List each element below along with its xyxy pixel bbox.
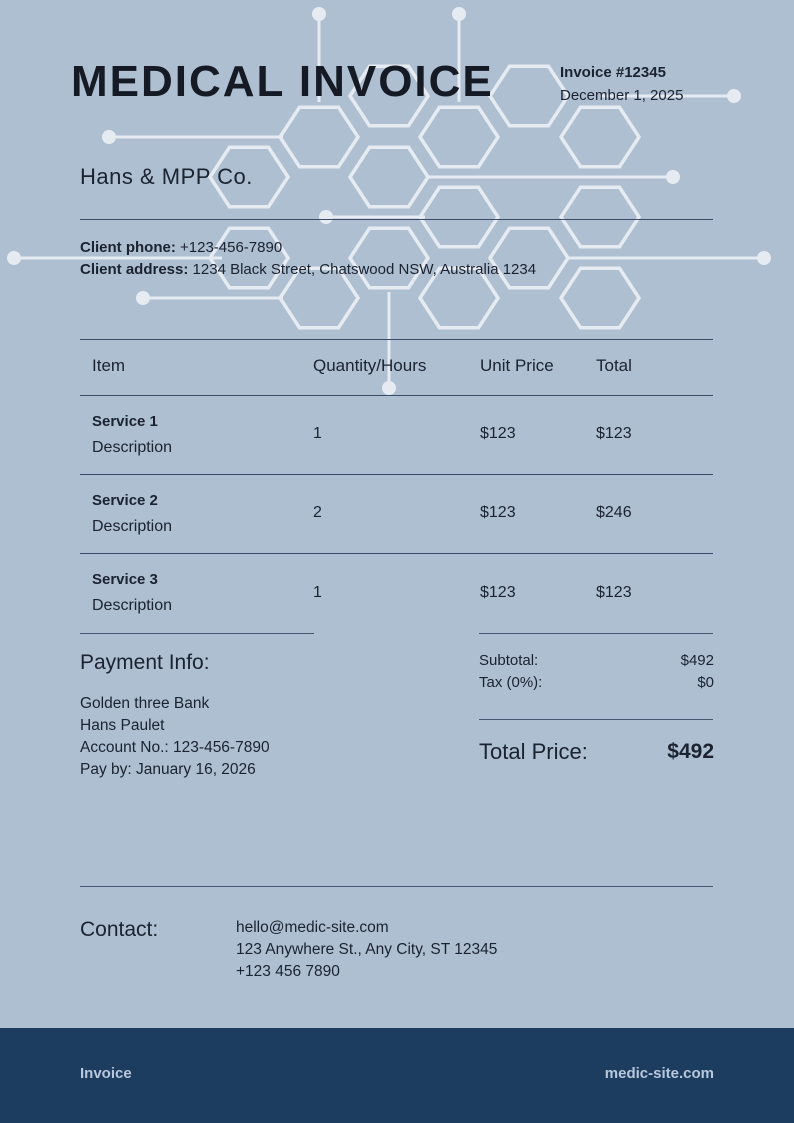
invoice-number: Invoice #12345 xyxy=(560,64,666,81)
service-description: Description xyxy=(92,518,173,535)
client-address-value: 1234 Black Street, Chatswood NSW, Australia 1234 xyxy=(192,261,537,278)
row-divider xyxy=(80,553,713,554)
service-unit-price: $123 xyxy=(480,425,516,442)
contact-phone: +123 456 7890 xyxy=(236,963,340,980)
hexagon-shape xyxy=(280,107,358,166)
service-name: Service 2 xyxy=(92,492,158,509)
client-address-label: Client address: xyxy=(80,261,189,278)
divider xyxy=(80,633,314,634)
contact-email[interactable]: hello@medic-site.com xyxy=(236,919,389,936)
client-phone-label: Client phone: xyxy=(80,239,176,256)
service-name: Service 1 xyxy=(92,413,158,430)
divider xyxy=(479,719,713,720)
service-name: Service 3 xyxy=(92,571,158,588)
table-top-border xyxy=(80,339,713,340)
total-price-value: $492 xyxy=(667,740,714,763)
column-header-item: Item xyxy=(92,356,126,375)
contact-address: 123 Anywhere St., Any City, ST 12345 xyxy=(236,941,498,958)
client-phone-value: +123-456-7890 xyxy=(180,239,283,256)
hexagon-shape xyxy=(490,228,568,287)
client-phone xyxy=(80,239,282,256)
service-description: Description xyxy=(92,597,173,614)
divider xyxy=(80,886,713,887)
invoice-date: December 1, 2025 xyxy=(560,87,684,104)
service-total: $246 xyxy=(596,504,632,521)
invoice-title: MEDICAL INVOICE xyxy=(71,57,494,106)
service-quantity: 2 xyxy=(313,504,322,521)
footer-website[interactable]: medic-site.com xyxy=(604,1065,714,1082)
column-header-total: Total xyxy=(596,356,632,375)
hexagon-shape xyxy=(561,268,639,327)
service-total: $123 xyxy=(596,425,632,442)
hexagon-shape xyxy=(350,228,428,287)
total-price-label: Total Price: xyxy=(479,739,588,764)
column-header-unit-price: Unit Price xyxy=(480,356,554,375)
subtotal-label: Subtotal: xyxy=(479,652,539,669)
tax-label: Tax (0%): xyxy=(479,674,543,691)
service-description: Description xyxy=(92,439,173,456)
footer-label: Invoice xyxy=(80,1065,132,1082)
divider xyxy=(479,633,713,634)
account-number: Account No.: 123-456-7890 xyxy=(80,739,270,756)
tax-value: $0 xyxy=(697,674,714,691)
subtotal-value: $492 xyxy=(680,652,714,669)
contact-heading: Contact: xyxy=(80,918,159,941)
service-unit-price: $123 xyxy=(480,584,516,601)
divider xyxy=(80,219,713,220)
hexagon-shape xyxy=(210,228,288,287)
column-header-quantity: Quantity/Hours xyxy=(313,356,427,375)
service-quantity: 1 xyxy=(313,584,322,601)
hexagon-shape xyxy=(490,66,568,125)
client-address xyxy=(80,261,536,278)
service-quantity: 1 xyxy=(313,425,322,442)
hexagon-shape xyxy=(420,107,498,166)
hexagon-shape xyxy=(561,187,639,246)
hexagon-shape xyxy=(350,147,428,206)
service-unit-price: $123 xyxy=(480,504,516,521)
table-header-border xyxy=(80,395,713,396)
row-divider xyxy=(80,474,713,475)
account-holder: Hans Paulet xyxy=(80,717,165,734)
hexagon-shape xyxy=(420,187,498,246)
company-name: Hans & MPP Co. xyxy=(80,164,253,189)
hexagon-shape xyxy=(561,107,639,166)
pay-by-date: Pay by: January 16, 2026 xyxy=(80,761,256,778)
payment-info-heading: Payment Info: xyxy=(80,651,210,674)
bank-name: Golden three Bank xyxy=(80,695,210,712)
service-total: $123 xyxy=(596,584,632,601)
